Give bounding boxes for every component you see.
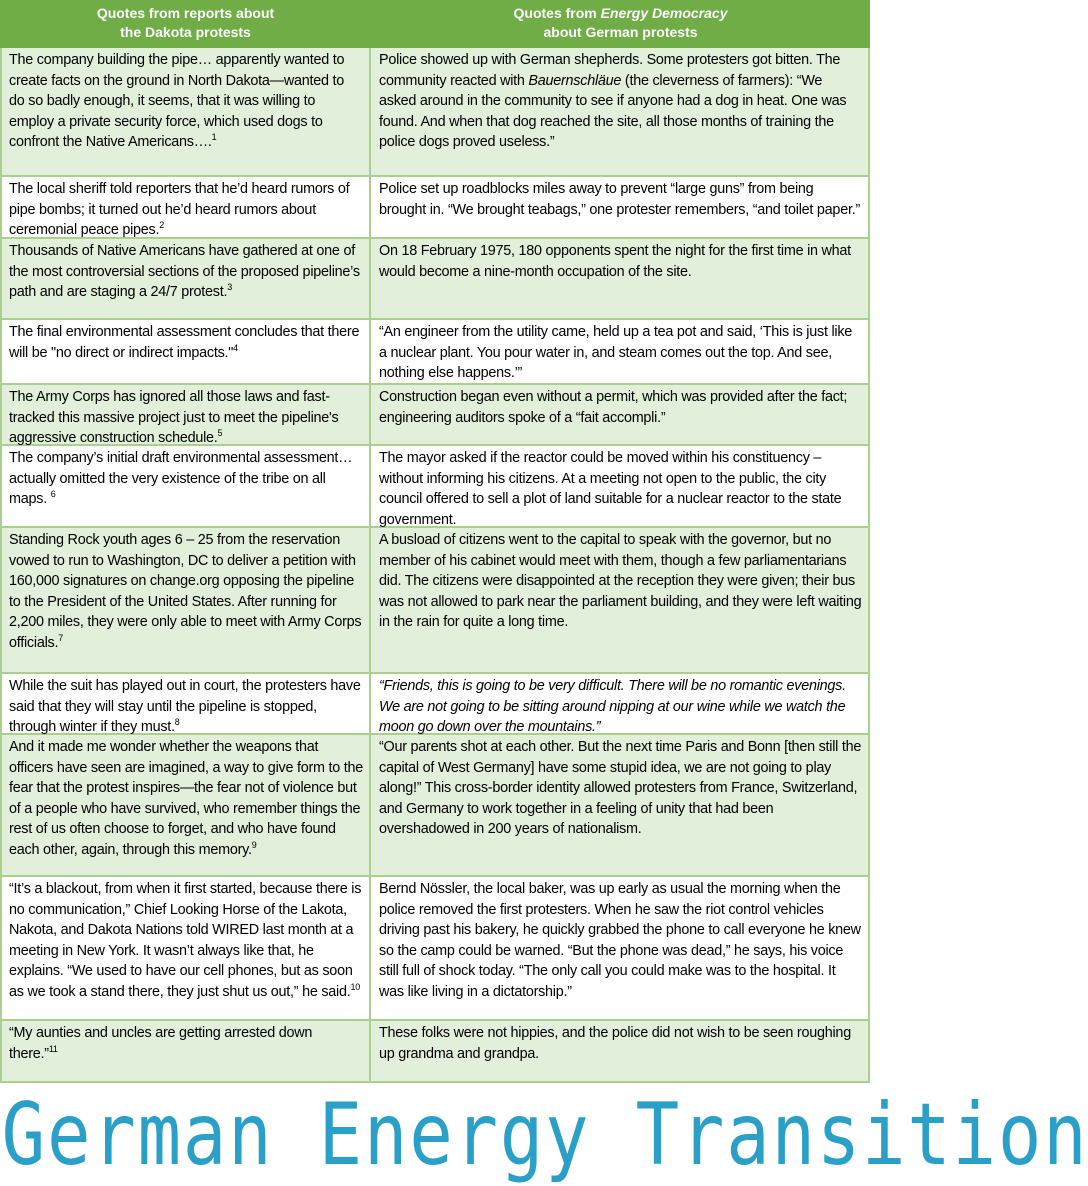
dakota-quote	[2, 385, 371, 444]
german-quote	[371, 48, 868, 175]
german-quote: “Friends, this is going to be very difficult. There will be no romantic evenings. We are not going to be sitting around nipping at our wine while we watch the moon go down over the mountains.”	[379, 678, 846, 735]
german-quote: A busload of citizens went to the capital to speak with the governor, but no member of his cabinet would meet with them, though a few parliamentarians did. The citizens were disappointed at the reception they were given; their bus was not allowed to park near the parliament building, and they were left waiting in the rain for quite a long time.	[379, 532, 862, 630]
footnote-marker: 2	[159, 220, 165, 231]
quote-text: Thousands of Native Americans have gathered at one of the most controversial sections of the proposed pipeline’s path and are staging a 24/7 protest.	[9, 243, 360, 300]
quote-text: The company’s initial draft environmental assessment… actually omitted the very existence of the tribe on all maps.	[9, 450, 353, 507]
header-right-prefix: Quotes from	[513, 5, 601, 21]
quote-italic-term: Bauernschläue	[528, 72, 622, 89]
header-right-line2: about German protests	[543, 24, 698, 40]
german-quote: The mayor asked if the reactor could be moved within his constituency – without informing his citizens. At a meeting not open to the public, the city council offered to sell a plot of land suitable for a nuclear reactor to the state government.	[379, 450, 842, 528]
quote-text: The final environmental assessment concludes that there will be "no direct or indirect impacts."	[9, 324, 360, 361]
german-quote: These folks were not hippies, and the police did not wish to be seen roughing up grandma and grandpa.	[379, 1025, 851, 1062]
header-german-column	[371, 0, 870, 48]
dakota-quote	[2, 48, 371, 175]
table-row	[0, 320, 870, 385]
footnote-marker: 7	[58, 632, 63, 643]
footnote-marker: 10	[350, 981, 360, 992]
quote-text: While the suit has played out in court, the protesters have said that they will stay until the pipeline is stopped, through winter if they must.	[9, 678, 361, 735]
quote-text: The Army Corps has ignored all those laws and fast-tracked this massive project just to meet the pipeline's aggressive construction schedule.	[9, 389, 339, 446]
footnote-marker: 11	[48, 1043, 58, 1054]
banner-title	[0, 1085, 1088, 1186]
dakota-quote	[2, 528, 371, 672]
quote-text: Standing Rock youth ages 6 – 25 from the reservation vowed to run to Washington, DC to deliver a petition with 160,000 signatures on change.org opposing the pipeline to the President of the United States. After running for 2,200 miles, they were only able to meet with Army Corps officials.	[9, 532, 362, 651]
footnote-marker: 6	[50, 489, 56, 500]
quote-text: “It’s a blackout, from when it first started, because there is no communication,” Chief Looking Horse of the Lakota, Nakota, and Dakota Nations told WIRED last month at a meeting in New York. It wasn’t always like that, he explains. “We used to have our cell phones, but as soon as we took a stand there, they just shut us out,” he said.	[9, 881, 362, 1000]
table-row	[0, 735, 870, 877]
german-quote: Construction began even without a permit, which was provided after the fact; engineering auditors spoke of a “fait accompli.”	[379, 389, 848, 426]
header-dakota-column	[0, 0, 371, 48]
table-row	[0, 48, 870, 177]
quote-text: Police showed up with German shepherds. Some protesters got bitten. The community reacted with	[379, 52, 841, 89]
header-left-line2: the Dakota protests	[120, 24, 251, 40]
dakota-quote	[2, 320, 371, 383]
dakota-quote	[2, 674, 371, 733]
table-row	[0, 1021, 870, 1083]
quote-text: (the cleverness of farmers): “We asked around in the community to see if anyone had a dog in heat. One was found. And when that dog reached the site, all those months of training the police dogs proved useless.”	[379, 72, 847, 150]
quote-text: “My aunties and uncles are getting arrested down there.”	[9, 1025, 313, 1062]
footnote-marker: 5	[217, 428, 223, 439]
footnote-marker: 9	[251, 839, 257, 850]
quote-text: And it made me wonder whether the weapons that officers have seen are imagined, a way to give form to the fear that the protest inspires—the fear not of violence but of a people who have survived, who remember things the rest of us often choose to forget, and who have found each other, again, through this memory.	[9, 739, 363, 858]
quote-text: The local sheriff told reporters that he’d heard rumors of pipe bombs; it turned out he’d heard rumors about ceremonial peace pipes.	[9, 181, 350, 238]
table-row	[0, 239, 870, 320]
german-quote: On 18 February 1975, 180 opponents spent the night for the first time in what would become a nine-month occupation of the site.	[379, 243, 851, 280]
table-row	[0, 446, 870, 528]
dakota-quote	[2, 177, 371, 237]
dakota-quote	[2, 1021, 371, 1081]
german-quote: “An engineer from the utility came, held up a tea pot and said, ‘This is just like a nuclear plant. You pour water in, and steam comes out the top. And see, nothing else happens.’”	[379, 324, 853, 381]
header-left-line1: Quotes from reports about	[96, 5, 275, 21]
dakota-quote	[2, 239, 371, 318]
dakota-quote	[2, 446, 371, 526]
table-row	[0, 877, 870, 1021]
dakota-quote	[2, 877, 371, 1019]
footnote-marker: 8	[174, 717, 180, 728]
table-row	[0, 674, 870, 735]
table-row	[0, 385, 870, 446]
german-quote: Bernd Nössler, the local baker, was up early as usual the morning when the police removed the first protesters. When he saw the riot control vehicles driving past his bakery, he quickly grabbed the phone to call everyone he knew so the camp could be warned. “But the phone was dead,” he says, his voice still full of shock today. “The only call you could make was to the hospital. It was like living in a dictatorship.”	[379, 881, 861, 1000]
dakota-quote	[2, 735, 371, 875]
header-book-title: Energy Democracy	[600, 5, 728, 21]
footnote-marker: 1	[211, 132, 217, 143]
quote-text: The company building the pipe… apparently wanted to create facts on the ground in North Dakota—wanted to do so badly enough, it seems, that it was willing to employ a private security force, which used dogs to confront the Native Americans….	[9, 52, 345, 150]
table-header	[0, 0, 870, 48]
table-row	[0, 177, 870, 239]
title-text: German Energy Transition	[1, 1085, 1088, 1185]
german-quote: “Our parents shot at each other. But the next time Paris and Bonn [then still the capital of West Germany] have some stupid idea, we are not going to play along!” This cross-border identity allowed protesters from France, Switzerland, and Germany to work together in a feeling of unity that had been overshadowed in 200 years of nationalism.	[379, 739, 862, 837]
table-row	[0, 528, 870, 674]
footnote-marker: 3	[227, 282, 232, 293]
footnote-marker: 4	[233, 342, 238, 353]
german-quote: Police set up roadblocks miles away to prevent “large guns” from being brought in. “We brought teabags,” one protester remembers, “and toilet paper.”	[379, 181, 860, 218]
